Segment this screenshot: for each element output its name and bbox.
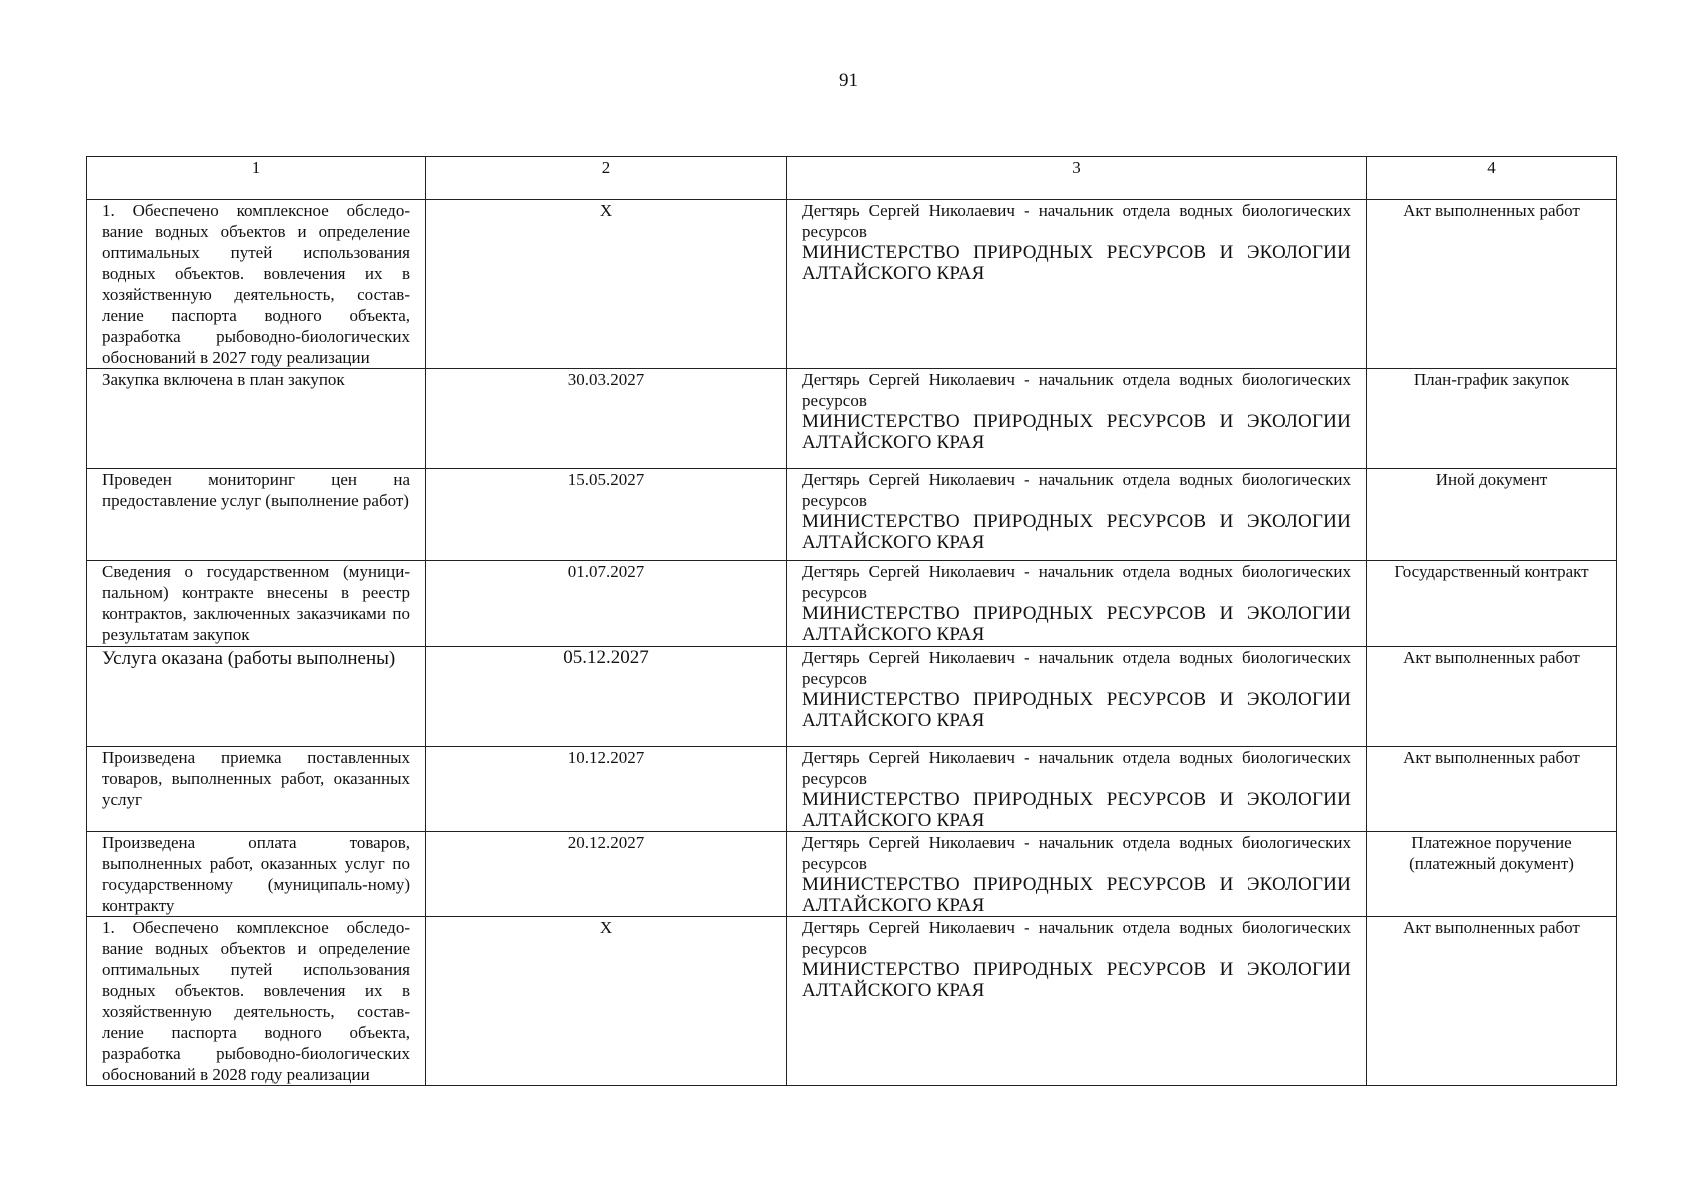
row-document: Акт выполненных работ	[1367, 200, 1617, 369]
responsible-person: Дегтярь Сергей Николаевич - начальник отдела водных биологических ресурсов	[802, 833, 1351, 873]
row-date: 30.03.2027	[426, 369, 787, 469]
row-date: X	[426, 917, 787, 1086]
row-responsible	[787, 917, 1367, 1086]
header-col-3: 3	[787, 157, 1367, 200]
row-responsible	[787, 832, 1367, 917]
plan-table	[86, 156, 1617, 1086]
responsible-organization: МИНИСТЕРСТВО ПРИРОДНЫХ РЕСУРСОВ И ЭКОЛОГИИ АЛТАЙСКОГО КРАЯ	[802, 689, 1351, 731]
responsible-person: Дегтярь Сергей Николаевич - начальник отдела водных биологических ресурсов	[802, 562, 1351, 602]
row-date: 05.12.2027	[426, 647, 787, 747]
responsible-person: Дегтярь Сергей Николаевич - начальник отдела водных биологических ресурсов	[802, 748, 1351, 788]
responsible-person: Дегтярь Сергей Николаевич - начальник отдела водных биологических ресурсов	[802, 648, 1351, 688]
responsible-organization: МИНИСТЕРСТВО ПРИРОДНЫХ РЕСУРСОВ И ЭКОЛОГИИ АЛТАЙСКОГО КРАЯ	[802, 511, 1351, 553]
responsible-person: Дегтярь Сергей Николаевич - начальник отдела водных биологических ресурсов	[802, 918, 1351, 958]
row-document: Платежное поручение (платежный документ)	[1367, 832, 1617, 917]
row-document: Акт выполненных работ	[1367, 747, 1617, 832]
responsible-organization: МИНИСТЕРСТВО ПРИРОДНЫХ РЕСУРСОВ И ЭКОЛОГИИ АЛТАЙСКОГО КРАЯ	[802, 242, 1351, 284]
row-name: 1. Обеспечено комплексное обследо-вание водных объектов и определение оптимальных путей использования водных объектов. вовлечения их в хозяйственную деятельность, состав-ление паспорта водного объекта, разработка рыбоводно-биологических обоснований в 2028 году реализации	[87, 917, 426, 1086]
header-col-2: 2	[426, 157, 787, 200]
table-row	[87, 917, 1617, 1086]
header-col-4: 4	[1367, 157, 1617, 200]
row-name: 1. Обеспечено комплексное обследо-вание водных объектов и определение оптимальных путей использования водных объектов. вовлечения их в хозяйственную деятельность, состав-ление паспорта водного объекта, разработка рыбоводно-биологических обоснований в 2027 году реализации	[87, 200, 426, 369]
table-row	[87, 647, 1617, 747]
table-row	[87, 747, 1617, 832]
row-responsible	[787, 200, 1367, 369]
row-name: Проведен мониторинг цен на предоставление услуг (выполнение работ)	[87, 469, 426, 561]
table-row	[87, 561, 1617, 647]
responsible-organization: МИНИСТЕРСТВО ПРИРОДНЫХ РЕСУРСОВ И ЭКОЛОГИИ АЛТАЙСКОГО КРАЯ	[802, 874, 1351, 916]
row-name: Произведена приемка поставленных товаров, выполненных работ, оказанных услуг	[87, 747, 426, 832]
row-name: Закупка включена в план закупок	[87, 369, 426, 469]
page-number: 91	[839, 70, 858, 91]
row-document: Государственный контракт	[1367, 561, 1617, 647]
row-name: Услуга оказана (работы выполнены)	[87, 647, 426, 747]
responsible-organization: МИНИСТЕРСТВО ПРИРОДНЫХ РЕСУРСОВ И ЭКОЛОГИИ АЛТАЙСКОГО КРАЯ	[802, 959, 1351, 1001]
header-row	[87, 157, 1617, 200]
responsible-organization: МИНИСТЕРСТВО ПРИРОДНЫХ РЕСУРСОВ И ЭКОЛОГИИ АЛТАЙСКОГО КРАЯ	[802, 411, 1351, 453]
table-row	[87, 200, 1617, 369]
table-row	[87, 369, 1617, 469]
row-name: Сведения о государственном (муници-пальном) контракте внесены в реестр контрактов, заключенных заказчиками по результатам закупок	[87, 561, 426, 647]
row-document: Акт выполненных работ	[1367, 917, 1617, 1086]
row-date: 10.12.2027	[426, 747, 787, 832]
row-responsible	[787, 647, 1367, 747]
row-date: 01.07.2027	[426, 561, 787, 647]
row-date: X	[426, 200, 787, 369]
table-row	[87, 469, 1617, 561]
responsible-person: Дегтярь Сергей Николаевич - начальник отдела водных биологических ресурсов	[802, 470, 1351, 510]
row-date: 20.12.2027	[426, 832, 787, 917]
row-document: План-график закупок	[1367, 369, 1617, 469]
responsible-person: Дегтярь Сергей Николаевич - начальник отдела водных биологических ресурсов	[802, 370, 1351, 410]
row-document: Иной документ	[1367, 469, 1617, 561]
row-document: Акт выполненных работ	[1367, 647, 1617, 747]
row-name: Произведена оплата товаров, выполненных работ, оказанных услуг по государственному (муниципаль-ному) контракту	[87, 832, 426, 917]
responsible-organization: МИНИСТЕРСТВО ПРИРОДНЫХ РЕСУРСОВ И ЭКОЛОГИИ АЛТАЙСКОГО КРАЯ	[802, 789, 1351, 831]
row-responsible	[787, 561, 1367, 647]
responsible-person: Дегтярь Сергей Николаевич - начальник отдела водных биологических ресурсов	[802, 201, 1351, 241]
row-responsible	[787, 469, 1367, 561]
row-date: 15.05.2027	[426, 469, 787, 561]
header-col-1: 1	[87, 157, 426, 200]
table-row	[87, 832, 1617, 917]
row-responsible	[787, 747, 1367, 832]
row-responsible	[787, 369, 1367, 469]
responsible-organization: МИНИСТЕРСТВО ПРИРОДНЫХ РЕСУРСОВ И ЭКОЛОГИИ АЛТАЙСКОГО КРАЯ	[802, 603, 1351, 645]
